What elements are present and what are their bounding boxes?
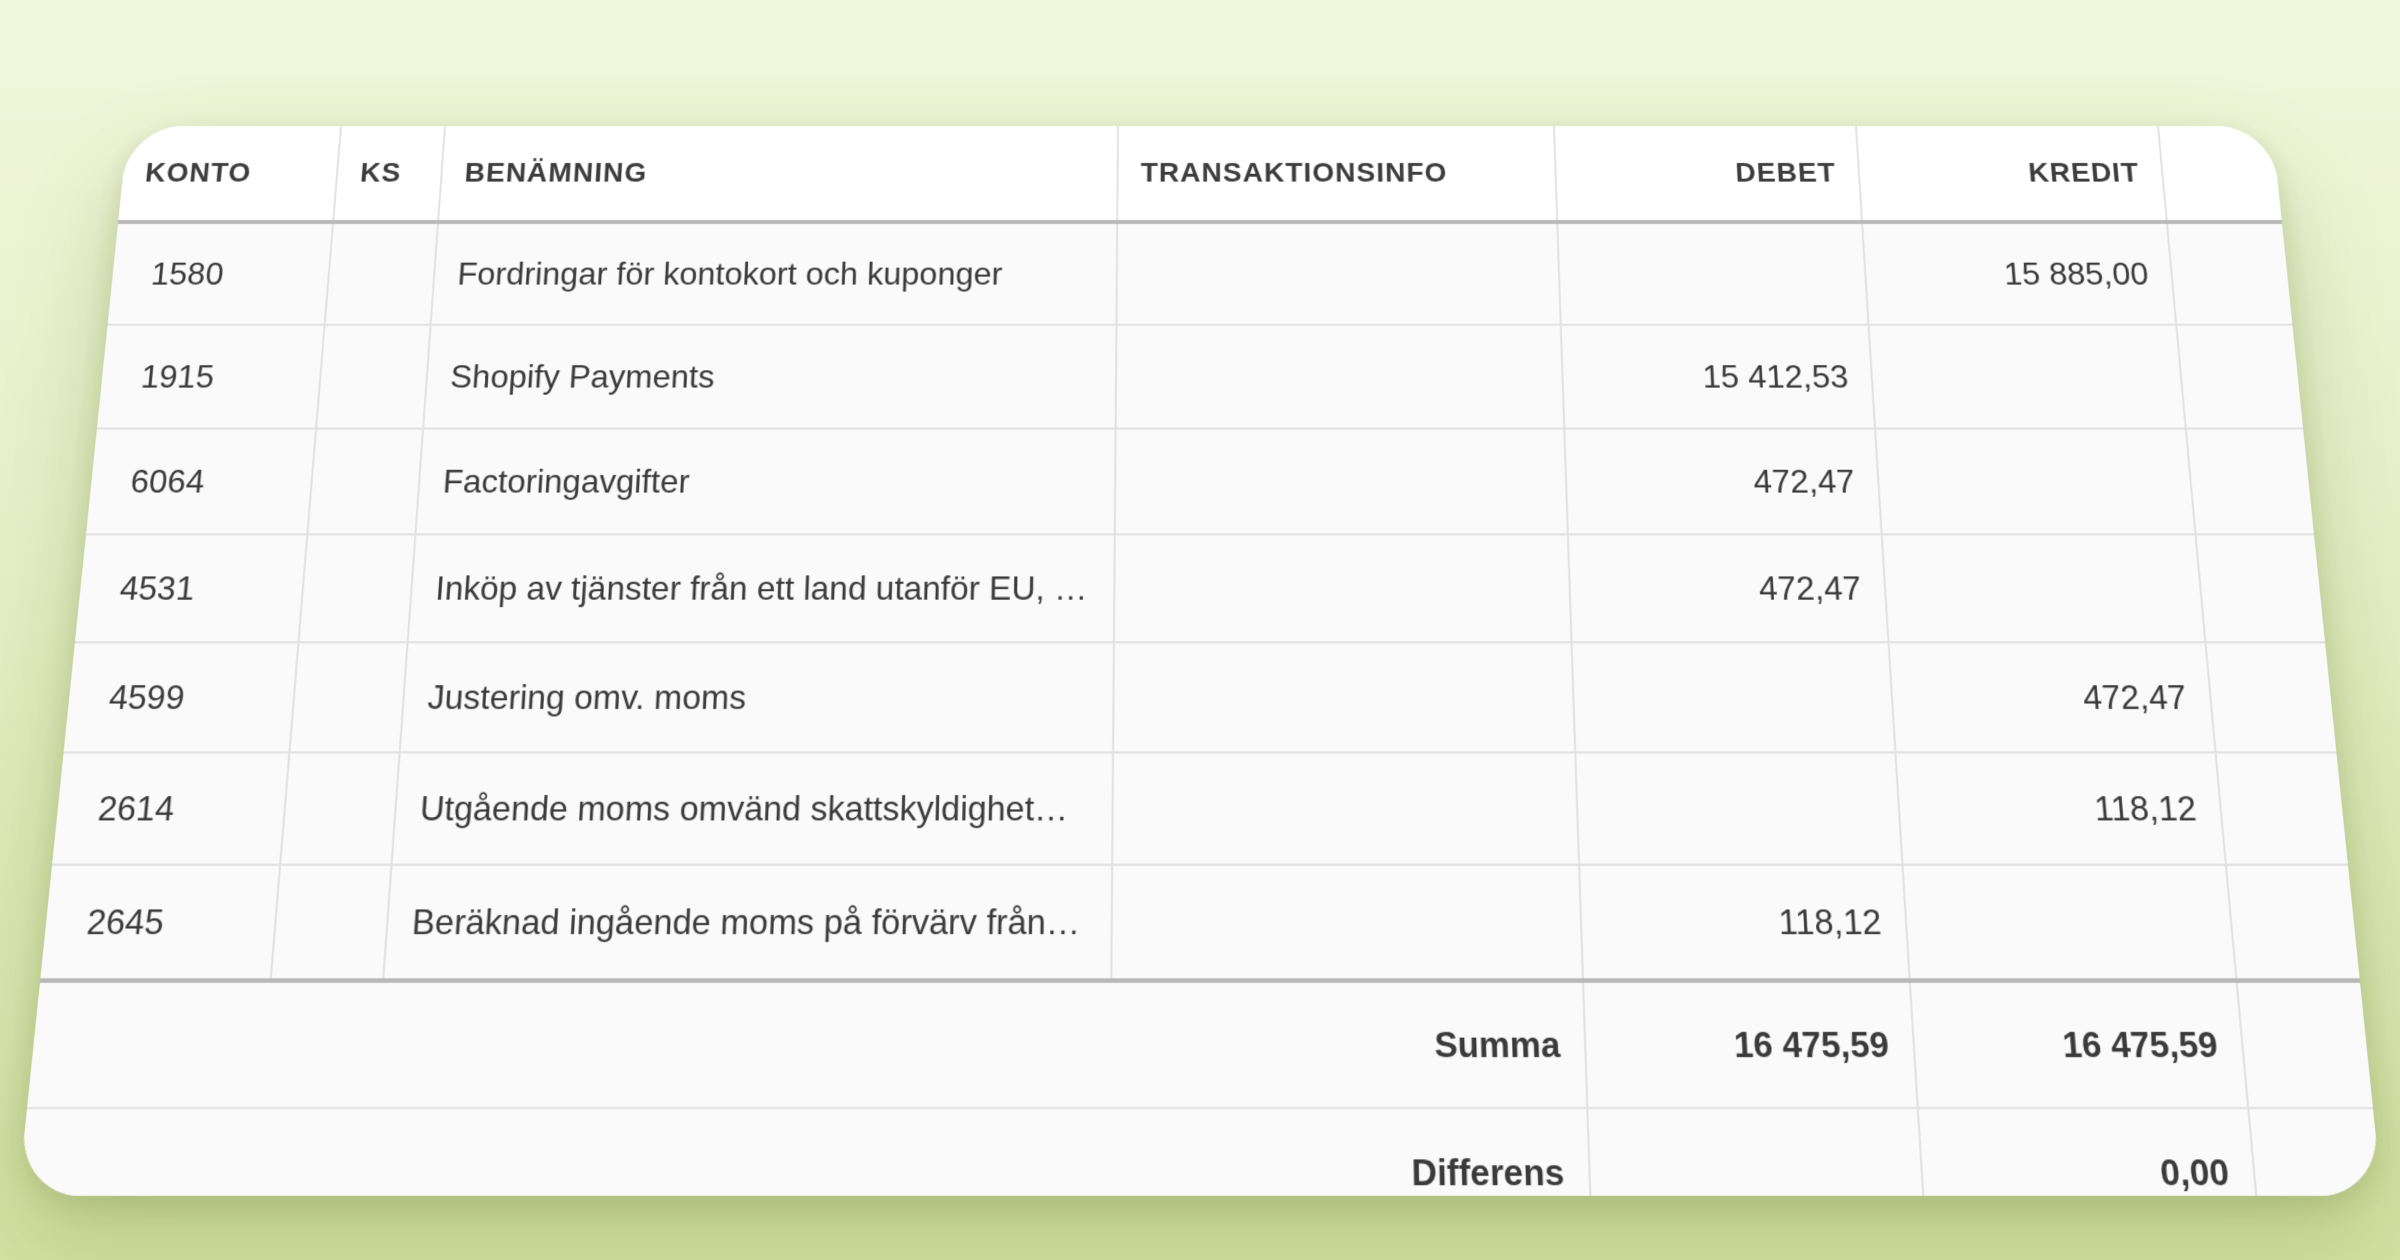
cell-transaktionsinfo[interactable] xyxy=(1115,429,1568,535)
summa-spacer xyxy=(2237,981,2373,1109)
verification-table-card xyxy=(18,126,2382,1196)
cell-benamning[interactable]: Factoringavgifter xyxy=(415,429,1115,535)
cell-ks[interactable] xyxy=(298,534,415,642)
cell-ks[interactable] xyxy=(289,642,407,752)
cell-konto[interactable]: 4599 xyxy=(64,642,299,752)
cell-benamning[interactable]: Shopify Payments xyxy=(423,325,1116,429)
differens-label: Differens xyxy=(18,1108,1592,1196)
column-header-transaktionsinfo[interactable]: TRANSAKTIONSINFO xyxy=(1117,126,1557,222)
differens-row xyxy=(18,1108,2382,1196)
cell-ks[interactable] xyxy=(271,865,392,981)
cell-spacer xyxy=(2176,325,2303,429)
cell-konto[interactable]: 2645 xyxy=(40,865,280,981)
cell-ks[interactable] xyxy=(325,222,438,325)
cell-ks[interactable] xyxy=(316,325,431,429)
cell-debet[interactable] xyxy=(1557,222,1868,325)
column-header-spacer xyxy=(2158,126,2282,222)
cell-benamning[interactable]: Inköp av tjänster från ett land utanför EU, … xyxy=(408,534,1115,642)
cell-debet[interactable] xyxy=(1575,752,1902,864)
cell-kredit[interactable] xyxy=(1882,534,2206,642)
cell-transaktionsinfo[interactable] xyxy=(1116,325,1565,429)
cell-konto[interactable]: 1915 xyxy=(97,325,325,429)
cell-spacer xyxy=(2186,429,2314,535)
table-row[interactable] xyxy=(64,642,2337,752)
cell-debet[interactable] xyxy=(1572,642,1896,752)
table-row[interactable] xyxy=(75,534,2325,642)
cell-spacer xyxy=(2205,642,2336,752)
cell-debet[interactable]: 472,47 xyxy=(1568,534,1889,642)
cell-ks[interactable] xyxy=(307,429,423,535)
summa-label: Summa xyxy=(27,981,1587,1109)
cell-kredit[interactable] xyxy=(1902,865,2236,981)
cell-benamning[interactable]: Justering omv. moms xyxy=(400,642,1114,752)
cell-benamning[interactable]: Utgående moms omvänd skattskyldighet… xyxy=(392,752,1114,864)
cell-kredit[interactable]: 472,47 xyxy=(1888,642,2215,752)
cell-spacer xyxy=(2226,865,2360,981)
cell-konto[interactable]: 6064 xyxy=(86,429,316,535)
cell-spacer xyxy=(2216,752,2348,864)
differens-debet xyxy=(1587,1108,1926,1196)
cell-konto[interactable]: 4531 xyxy=(75,534,307,642)
cell-benamning[interactable]: Fordringar för kontokort och kuponger xyxy=(431,222,1118,325)
cell-debet[interactable]: 472,47 xyxy=(1564,429,1881,535)
column-header-konto[interactable]: KONTO xyxy=(118,126,341,222)
cell-benamning[interactable]: Beräknad ingående moms på förvärv från… xyxy=(383,865,1112,981)
cell-debet[interactable]: 15 412,53 xyxy=(1561,325,1875,429)
cell-transaktionsinfo[interactable] xyxy=(1114,534,1572,642)
table-row[interactable] xyxy=(86,429,2314,535)
cell-transaktionsinfo[interactable] xyxy=(1113,642,1575,752)
summa-kredit: 16 475,59 xyxy=(1910,981,2248,1109)
column-header-debet[interactable]: DEBET xyxy=(1554,126,1862,222)
cell-kredit[interactable]: 15 885,00 xyxy=(1862,222,2176,325)
cell-spacer xyxy=(2167,222,2293,325)
cell-kredit[interactable]: 118,12 xyxy=(1895,752,2225,864)
column-header-ks[interactable]: KS xyxy=(333,126,445,222)
cell-spacer xyxy=(2196,534,2326,642)
cell-kredit[interactable] xyxy=(1875,429,2195,535)
differens-spacer xyxy=(2248,1108,2382,1196)
table-header-row xyxy=(118,126,2282,222)
table-row[interactable] xyxy=(97,325,2303,429)
cell-debet[interactable]: 118,12 xyxy=(1579,865,1910,981)
summa-debet: 16 475,59 xyxy=(1583,981,1918,1109)
cell-transaktionsinfo[interactable] xyxy=(1111,865,1583,981)
table-row[interactable] xyxy=(40,865,2360,981)
table-row[interactable] xyxy=(108,222,2293,325)
summa-row xyxy=(27,981,2373,1109)
cell-transaktionsinfo[interactable] xyxy=(1116,222,1560,325)
cell-transaktionsinfo[interactable] xyxy=(1112,752,1579,864)
differens-kredit: 0,00 xyxy=(1918,1108,2260,1196)
cell-konto[interactable]: 2614 xyxy=(52,752,289,864)
table-row[interactable] xyxy=(52,752,2348,864)
column-header-kredit[interactable]: KREDIT xyxy=(1856,126,2167,222)
cell-konto[interactable]: 1580 xyxy=(108,222,334,325)
cell-kredit[interactable] xyxy=(1869,325,2186,429)
column-header-benamning[interactable]: BENÄMNING xyxy=(438,126,1118,222)
verification-table xyxy=(18,126,2382,1196)
cell-ks[interactable] xyxy=(280,752,400,864)
